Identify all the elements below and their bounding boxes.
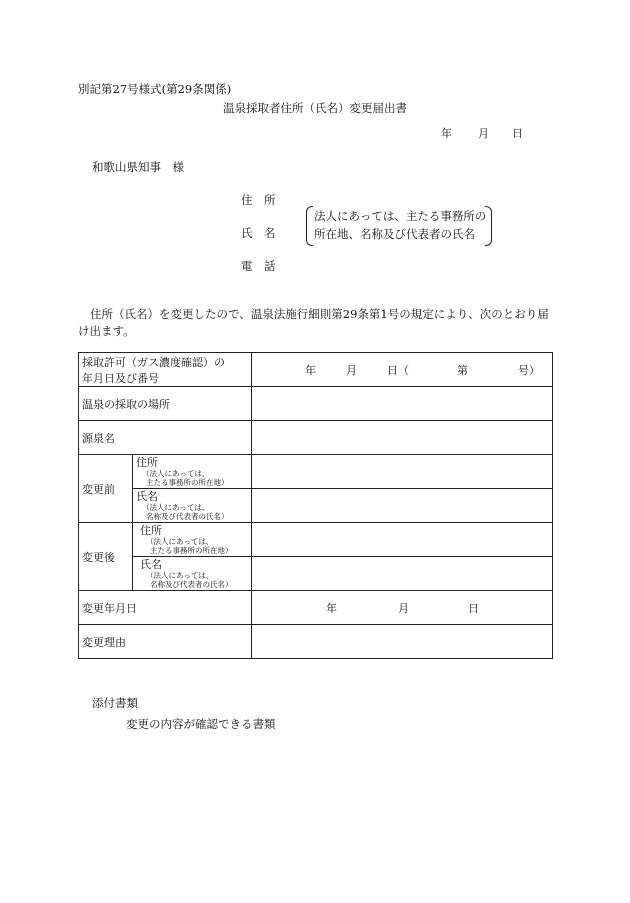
source-label: 源泉名 bbox=[79, 421, 252, 455]
notification-table bbox=[78, 352, 553, 659]
before-address-label bbox=[133, 455, 252, 489]
note-line-1: 法人にあっては、主たる事務所の bbox=[314, 209, 487, 223]
change-date-label: 変更年月日 bbox=[79, 591, 252, 625]
permit-year: 年 bbox=[305, 363, 316, 377]
before-address-field[interactable] bbox=[252, 455, 553, 489]
permit-row bbox=[79, 353, 553, 387]
permit-label bbox=[79, 353, 252, 387]
change-day: 日 bbox=[468, 601, 479, 615]
address-sub-label: 住所 bbox=[140, 523, 162, 537]
address-sub-label: 住所 bbox=[136, 455, 158, 469]
permit-label-line-2: 年月日及び番号 bbox=[82, 371, 159, 385]
before-address-row bbox=[79, 455, 553, 489]
after-name-row bbox=[79, 557, 553, 591]
after-name-field[interactable] bbox=[252, 557, 553, 591]
name-note-1: （法人にあっては、 bbox=[142, 502, 210, 512]
name-sub-label: 氏名 bbox=[140, 557, 162, 571]
address-note-1: （法人にあっては、 bbox=[146, 536, 214, 546]
permit-date-number-field[interactable] bbox=[252, 353, 553, 387]
after-address-field[interactable] bbox=[252, 523, 553, 557]
after-label: 変更後 bbox=[79, 523, 133, 591]
before-label: 変更前 bbox=[79, 455, 133, 523]
form-id: 別記第27号様式(第29条関係) bbox=[78, 82, 232, 96]
attachment-item: 変更の内容が確認できる書類 bbox=[126, 717, 276, 731]
corporate-note bbox=[306, 206, 492, 244]
location-row bbox=[79, 387, 553, 421]
change-month: 月 bbox=[398, 601, 409, 615]
after-name-label bbox=[133, 557, 252, 591]
after-address-row bbox=[79, 523, 553, 557]
permit-number: 第 bbox=[457, 363, 468, 377]
date-month: 月 bbox=[478, 127, 489, 140]
permit-day: 日（ bbox=[387, 363, 409, 377]
attachments-title: 添付書類 bbox=[92, 696, 138, 710]
reason-field[interactable] bbox=[252, 625, 553, 659]
change-date-field[interactable] bbox=[252, 591, 553, 625]
name-label: 氏 名 bbox=[241, 226, 276, 240]
change-year: 年 bbox=[326, 601, 337, 615]
name-note-1: （法人にあっては、 bbox=[146, 570, 214, 580]
date-day: 日 bbox=[512, 127, 523, 140]
source-row bbox=[79, 421, 553, 455]
address-note-2: 主たる事務所の所在地） bbox=[150, 545, 233, 555]
location-field[interactable] bbox=[252, 387, 553, 421]
name-sub-label: 氏名 bbox=[136, 489, 158, 503]
reason-row bbox=[79, 625, 553, 659]
permit-label-line-1: 採取許可（ガス濃度確認）の bbox=[82, 355, 225, 369]
note-line-2: 所在地、名称及び代表者の氏名 bbox=[314, 227, 475, 241]
before-name-row bbox=[79, 489, 553, 523]
source-field[interactable] bbox=[252, 421, 553, 455]
before-name-label bbox=[133, 489, 252, 523]
before-name-field[interactable] bbox=[252, 489, 553, 523]
name-note-2: 名称及び代表者の氏名） bbox=[146, 511, 229, 521]
body-text: 住所（氏名）を変更したので、温泉法施行細則第29条第1号の規定により、次のとおり届け出ます。 bbox=[78, 307, 549, 338]
reason-label: 変更理由 bbox=[79, 625, 252, 659]
change-date-row bbox=[79, 591, 553, 625]
location-label: 温泉の採取の場所 bbox=[79, 387, 252, 421]
address-note-1: （法人にあっては、 bbox=[142, 468, 210, 478]
phone-label: 電 話 bbox=[241, 259, 276, 273]
permit-suffix: 号） bbox=[518, 363, 540, 377]
date-year: 年 bbox=[441, 127, 452, 140]
address-label: 住 所 bbox=[241, 193, 276, 207]
left-bracket bbox=[306, 206, 313, 246]
address-note-2: 主たる事務所の所在地） bbox=[146, 477, 229, 487]
permit-month: 月 bbox=[346, 363, 357, 377]
addressee: 和歌山県知事 様 bbox=[92, 160, 184, 174]
name-note-2: 名称及び代表者の氏名） bbox=[150, 579, 233, 589]
form-title: 温泉採取者住所（氏名）変更届出書 bbox=[223, 101, 407, 115]
after-address-label bbox=[133, 523, 252, 557]
